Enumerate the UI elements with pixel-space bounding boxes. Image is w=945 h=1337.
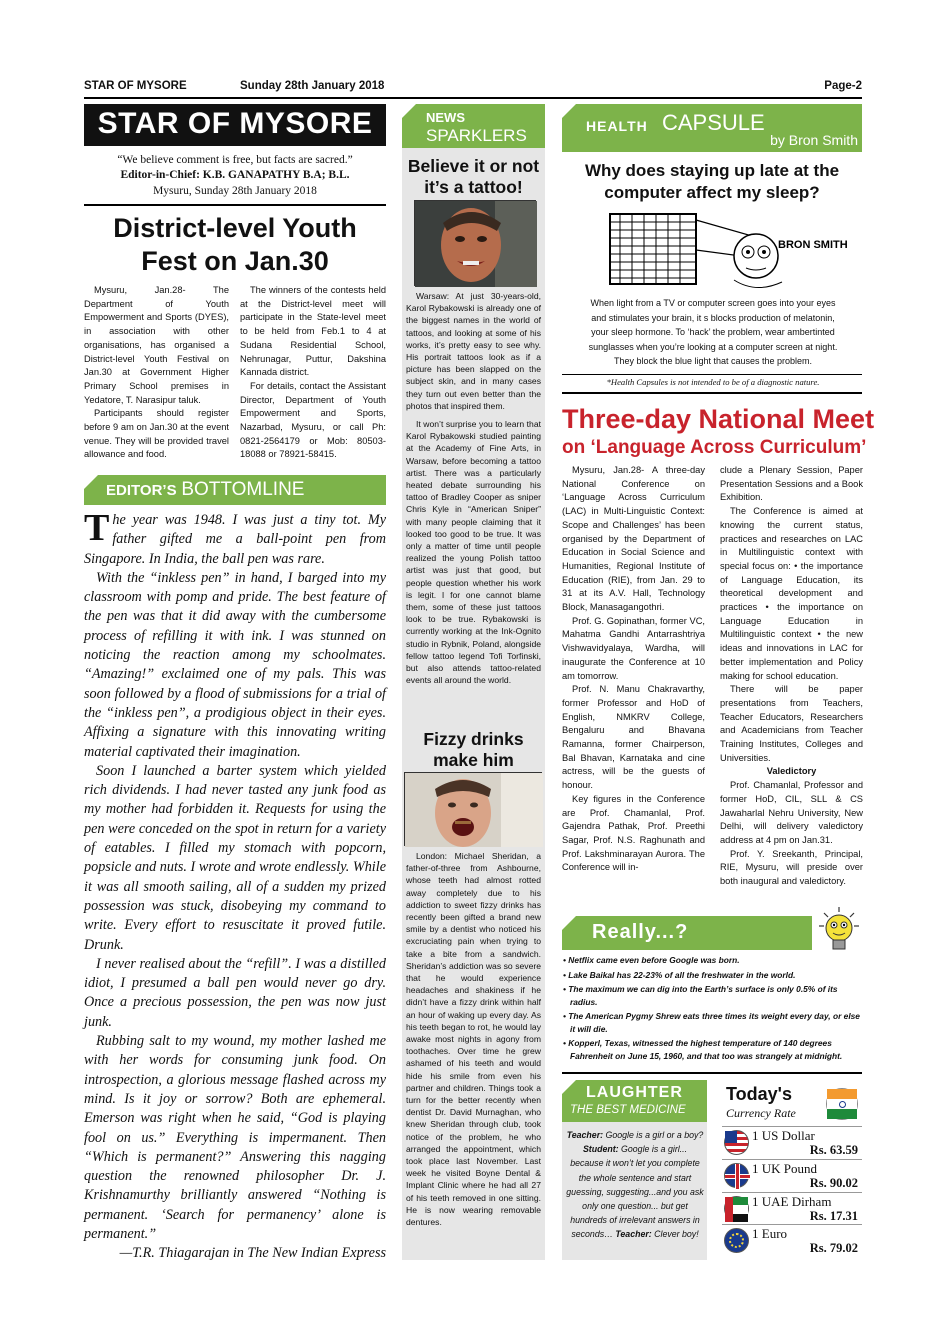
joke-line3: Clever boy! xyxy=(651,1229,699,1240)
uk-flag-icon xyxy=(724,1163,749,1188)
masthead-quote: “We believe comment is free, but facts are sacred.” xyxy=(117,154,353,166)
health-cartoon xyxy=(606,210,848,294)
really-item-text: Netflix came even before Google was born. xyxy=(568,955,740,965)
currency-row-aed xyxy=(722,1192,862,1223)
top-rule xyxy=(84,97,862,99)
really-item: • Kopperl, Texas, witnessed the highest temperature of 140 degrees Fahrenheit on June 15, 1960, and that too was strangely at midnight. xyxy=(563,1038,843,1061)
meet-col1 xyxy=(562,464,705,904)
health-rule-top xyxy=(562,374,862,375)
currency-value: Rs. 17.31 xyxy=(809,1209,858,1223)
editorial-p5: Rubbing salt to my wound, my mother lashed me with her words for consuming junk food. On introspection, a glorious message flashed across my mind. Is it joy or sorrow? Both are ephemeral. Emerson was right when he said, “God is playing fool on us.” Everything is impermanent. Then “Which is permanent?” Answering this nagging question the renowned philosopher Dr. J. Krishnamurthy brilliantly answered “Nothing is permanent. ‘Search for permanency’ alone is permanent.” xyxy=(84,1033,386,1242)
lightbulb-icon xyxy=(816,906,862,954)
tattoo-story xyxy=(406,290,541,730)
health-byline: by Bron Smith xyxy=(770,132,858,148)
meet-p5: clude a Plenary Session, Paper Presentation Sessions and a Book Exhibition. xyxy=(720,465,863,503)
health-banner-bold: HEALTH xyxy=(586,118,648,134)
joke-line1: Google is a girl or a boy? xyxy=(603,1130,704,1140)
youth-fest-p4: For details, contact the Assistant Director, Department of Youth Empowerment and Sports, Nazarbad, Mysuru, or call Ph: 0821-2564179 or Mob: 80503-18088 or 78921-58415. xyxy=(240,380,386,460)
banner-notch-3 xyxy=(562,104,576,118)
joke-student-label: Student: xyxy=(582,1144,619,1155)
editors-banner-light: BOTTOMLINE xyxy=(181,479,305,500)
india-flag-icon xyxy=(826,1088,858,1120)
meet-subheadline: on ‘Language Across Curriculum’ xyxy=(562,437,867,458)
currency-row-eur xyxy=(722,1224,862,1255)
banner-notch xyxy=(84,475,98,489)
editorial-p1-wrap xyxy=(84,507,386,569)
youth-fest-col1 xyxy=(84,284,229,469)
laughter-joke xyxy=(566,1128,704,1258)
fizzy-photo xyxy=(404,772,542,846)
youth-fest-p2: Participants should register before 9 am on Jan.30 at the event venue. They will be provided travel allowance and food. xyxy=(84,408,229,460)
tattoo-photo-art xyxy=(415,201,537,287)
currency-name: 1 US Dollar xyxy=(752,1128,815,1143)
health-disclaimer: *Health Capsules is not intended to be of a diagnostic nature. xyxy=(606,377,820,387)
meet-valedictory-head: Valedictory xyxy=(766,766,817,777)
lightbulb-icon-art xyxy=(816,906,862,954)
editors-banner-bold: EDITOR’S xyxy=(106,482,177,499)
really-rule xyxy=(562,1072,862,1074)
fizzy-headline: Fizzy drinks make him xyxy=(423,729,524,770)
meet-p8: Prof. Chamanlal, Professor and former HoD, CIL, SLL & CS Jawaharlal Nehru University, New Delhi, will delivery valedictory address at 4 pm on Jan.31. xyxy=(720,780,863,845)
editorial-credit: —T.R. Thiagarajan in The New Indian Express xyxy=(119,1245,386,1262)
laughter-banner-sub: THE BEST MEDICINE xyxy=(570,1104,686,1116)
really-banner-text: Really...? xyxy=(592,921,689,943)
news-banner-line1: NEWS xyxy=(426,110,465,125)
currency-value: Rs. 90.02 xyxy=(809,1176,858,1190)
meet-headline: Three-day National Meet xyxy=(562,404,875,434)
meet-p2: Prof. G. Gopinathan, former VC, Mahatma Gandhi Antarrashtriya Vishwavidyalaya, Wardha, will inaugurate the Conference at 10 am tomorrow. xyxy=(562,615,705,681)
meet-p3: Prof. N. Manu Chakravarthy, former Professor and HoD of English, NMKRV College, Bengaluru and Bhavana Ramanna, former Chairperson, Bal Bhavan, Karnataka and cine actress, will be the guests of honour. xyxy=(562,684,705,791)
eu-flag-icon xyxy=(724,1228,749,1253)
masthead-logo: STAR OF MYSORE xyxy=(84,104,386,146)
meet-p9: Prof. Y. Sreekanth, Principal, RIE, Mysuru, will preside over both inaugural and valedictory. xyxy=(720,848,863,887)
currency-value: Rs. 63.59 xyxy=(809,1143,858,1157)
running-head-date: Sunday 28th January 2018 xyxy=(240,80,385,92)
currency-box xyxy=(722,1082,862,1260)
joke-line2: Google is a girl... because it won’t let you complete the whole sentence and start guessing, suggesting...and you ask only one question... but get hundreds of irrelevant answers in seconds… xyxy=(566,1144,704,1240)
cartoon-signature: BRON SMITH xyxy=(778,239,848,251)
health-capsule-banner xyxy=(562,104,862,152)
masthead-rule xyxy=(84,204,386,206)
currency-row-gbp xyxy=(722,1159,862,1190)
fizzy-story xyxy=(406,850,541,1258)
youth-fest-col2 xyxy=(240,284,386,469)
currency-title: Today's xyxy=(726,1084,792,1104)
health-body: When light from a TV or computer screen goes into your eyes and stimulates your brain, it s blocks production of melatonin, your sleep hormone. To ‘hack’ the problem, wear ambertinted sunglasses when you’re looking at a computer screen at night. They block the blue light that causes the problem. xyxy=(588,298,838,366)
really-item-text: The American Pygmy Shrew eats three times its weight every day, or else it will die. xyxy=(568,1011,860,1034)
running-head-paper: STAR OF MYSORE xyxy=(84,80,187,92)
currency-name: 1 UAE Dirham xyxy=(752,1194,832,1209)
really-banner xyxy=(562,916,812,950)
editorial-dropcap: T xyxy=(84,507,110,549)
joke-teacher-label: Teacher: xyxy=(566,1130,604,1140)
really-item-text: Lake Baikal has 22-23% of all the freshwater in the world. xyxy=(568,969,796,980)
really-item: • The American Pygmy Shrew eats three times its weight every day, or else it will die. xyxy=(563,1011,860,1034)
editorial-p4: I never realised about the “refill”. I was a distilled idiot, I presumed a ball pen would never go dry. Once a precious possession, the pen was now just junk. xyxy=(84,955,386,1030)
youth-fest-p3: The winners of the contests held at the District-level meet will participate in the State-level meet to be held from Feb.1 to 4 at Sudana Residential School, Nehrunagar, Puttur, Dakshina Kannada district. xyxy=(240,285,386,378)
really-item-text: The maximum we can dig into the Earth’s surface is only 0.5% of its radius. xyxy=(568,984,838,1007)
currency-name: 1 UK Pound xyxy=(752,1161,818,1176)
health-title: Why does staying up late at the computer affect my sleep? xyxy=(584,161,840,202)
tattoo-p1: Warsaw: At just 30-years-old, Karol Rybakowski is already one of the biggest names in the world of tattoos, and looking at some of his works, it’s pretty easy to see why. His portrait tattoos look as if a picture has been slapped on the subject skin, and in many cases they turn out even better than the photos that inspired them. xyxy=(406,291,541,411)
health-cartoon-art xyxy=(606,210,848,294)
really-item: • The maximum we can dig into the Earth’s surface is only 0.5% of its radius. xyxy=(563,984,838,1007)
really-item: • Lake Baikal has 22-23% of all the freshwater in the world. xyxy=(563,969,796,980)
tattoo-headline: Believe it or not it’s a tattoo! xyxy=(407,156,540,197)
meet-p6: The Conference is aimed at knowing the current status, practices and researches on LAC in Multilinguistic context with special focus on: • the importance of Language Education, its theoretical development and practices • the importance on Language Education in Multilinguistic context • the new ideas and innovations in LAC for better implementation and Policy making for school education. xyxy=(720,506,863,681)
editorial-p1: he year was 1948. I was just a tiny tot. My father gifted me a ball-point pen from Singapore. In India, the ball pen was rare. xyxy=(84,512,386,567)
really-list xyxy=(562,954,864,1070)
tattoo-photo xyxy=(414,200,536,286)
editorial-p2: With the “inkless pen” in hand, I barged into my classroom with pomp and pride. The best feature of the pen was that it did away with the cumbersome process of refilling it with ink. I was stunned on noticing the reaction among my schoolmates. “Amazing!” exclaimed one of my pals. This was soon followed by a flood of submissions for a trial of the “inkless pen”, a prodigious object in their eyes. Affixing a signature with this innovating writing material captivated their imagination. xyxy=(84,569,386,760)
meet-p1: Mysuru, Jan.28- A three-day National Conference on ‘Language Across Curriculum (LAC) in Multi-Linguistic Context: Scope and Challenges’ has been organised by the Department of Education in Social Science and Humanities, Regional Institute of Education (RIE), from Jan. 29 to 31 at its A.V. Hall, Technology Block, Manasagangothri. xyxy=(562,465,705,613)
editorial-body xyxy=(84,507,386,1266)
health-rule-bottom xyxy=(562,392,862,394)
editorial-p3: Soon I launched a barter system which yielded rich dividends. I had never tasted any junk food as my mother had forbidden it. Requests for using the pen were conceded on the spot in return for a variety of eatables. I filled my stomach with popcorn, popsicle and nuts. I wrote and wrote endlessly. While it was all smooth sailing, all of a sudden my prized possession was stuck, disobeying my command to write. Every effort to resuscitate it proved futile. Drunk. xyxy=(84,762,386,953)
laughter-banner-text: LAUGHTER xyxy=(586,1084,683,1101)
youth-fest-headline: District-level Youth Fest on Jan.30 xyxy=(113,213,357,276)
news-sparklers-banner xyxy=(402,104,545,148)
currency-row-usd xyxy=(722,1126,862,1157)
masthead-dateline: Mysuru, Sunday 28th January 2018 xyxy=(153,185,317,197)
youth-fest-p1: Mysuru, Jan.28- The Department of Youth Empowerment and Sports (DYES), in association with other organisations, has organised a District-level Youth Festival on Jan.30 at Government Higher Primary School premises in Yedatore, T. Narasipur taluk. xyxy=(84,285,229,405)
uae-flag-icon xyxy=(724,1196,749,1221)
currency-subtitle: Currency Rate xyxy=(726,1106,796,1120)
health-banner-light: CAPSULE xyxy=(662,110,765,135)
meet-p7: There will be paper presentations from Teachers, Teacher Educators, Researchers and Academicians from Teacher Training Institutes, Colleges and Universities. xyxy=(720,684,863,763)
banner-notch-2 xyxy=(402,104,416,118)
banner-notch-5 xyxy=(562,1080,576,1094)
really-item: • Netflix came even before Google was born. xyxy=(563,955,740,965)
editors-bottomline-banner xyxy=(84,475,386,505)
currency-name: 1 Euro xyxy=(752,1226,788,1241)
currency-value: Rs. 79.02 xyxy=(809,1241,858,1255)
joke-teacher-label-2: Teacher: xyxy=(615,1229,652,1240)
fizzy-p1: London: Michael Sheridan, a father-of-three from Ashbourne, whose teeth had almost rotted away completely due to his addiction to sweet fizzy drinks has recently been gifted a brand new smile by a dentist who noticed his excruciating pain when trying to take a bite from a sandwich. Sheridan’s addiction was so severe that he would experience headaches and shakiness if he didn’t have a fizzy drink within half an hour of waking up every day. As his teeth began to rot, he would lay awake most nights in agony from toothaches. Over time he grew ashamed of his teeth and would hide his smile from even his partner and children. Things took a turn for the better recently when dentist Dr. David Murnaghan, who knew Sheridan through club, took notice of the problem, he who arranged the appointment, which took place last November. Last week he visited Boyne Dental & Implant Clinic where he had all 27 of his teeth removed in one sitting. He is now wearing removable dentures. xyxy=(406,851,541,1228)
tattoo-p2: It won’t surprise you to learn that Karol Rybakowski studied painting at the Academy of Fine Arts, in Warsaw, before becoming a tattoo artist. There was a particularly heated debate surrounding his tattoo of Bradley Cooper as sniper Chris Kyle in “American Sniper” with many people claiming that it looked too good to be true. It was only a matter of time until people realized the young Polish tattoo artist was just that good, but people question whether his work is legit. I for one cannot blame them, some of these just tattoos look to be true. Rybakowski is currently working at the Ink-Ognito studio in Rybnik, Poland, alongside fellow tattoo legend Tofi Torfinski, but also attends tattoo-related events all around the world. xyxy=(406,419,541,686)
meet-col2 xyxy=(720,464,863,904)
meet-p4: Key figures in the Conference are Prof. Chamanlal, Prof. Gajendra Pathak, Prof. Preethi Sagar, Prof. N.S. Raghunath and Prof. Lakshminarayan Aurora. The Conference will in- xyxy=(562,793,705,873)
masthead-editor: Editor-in-Chief: K.B. GANAPATHY B.A; B.L. xyxy=(120,169,350,181)
news-banner-line2: SPARKLERS xyxy=(426,126,527,145)
fizzy-photo-art xyxy=(405,773,543,847)
running-head-page: Page-2 xyxy=(824,80,862,92)
really-item-text: Kopperl, Texas, witnessed the highest temperature of 140 degrees Fahrenheit on June 15, 1960, and that too was strangely at midnight. xyxy=(568,1038,843,1061)
laughter-banner xyxy=(562,1080,707,1122)
us-flag-icon xyxy=(724,1130,749,1155)
banner-notch-4 xyxy=(562,916,576,930)
